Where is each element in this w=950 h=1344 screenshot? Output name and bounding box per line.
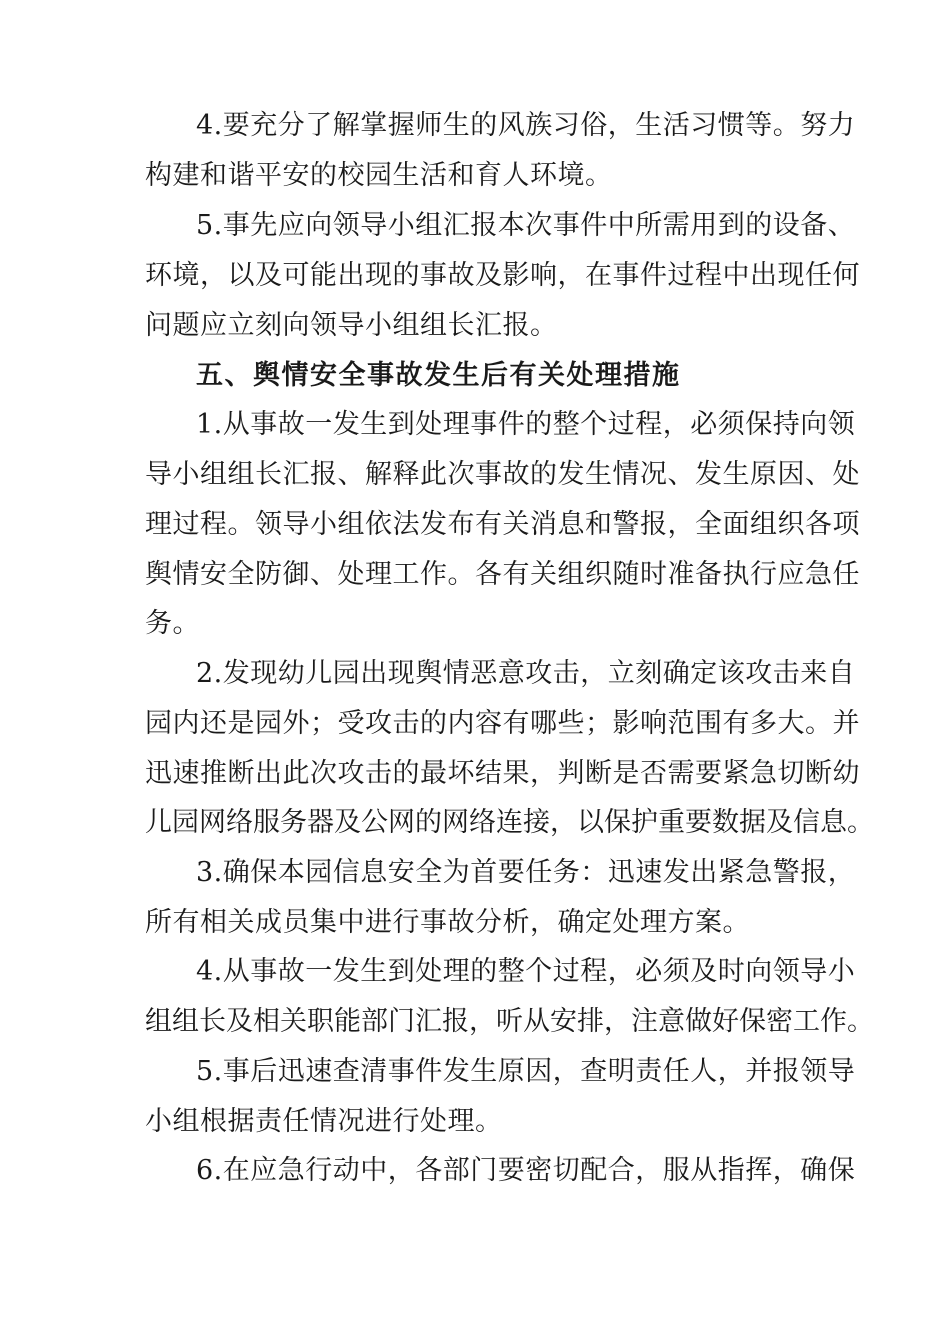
paragraph-4-line-1: 4.要充分了解掌握师生的风族习俗，生活习惯等。努力 (196, 110, 856, 141)
item-6-line-1: 6.在应急行动中，各部门要密切配合，服从指挥，确保 (196, 1155, 856, 1186)
paragraph-5-line-3: 问题应立刻向领导小组组长汇报。 (145, 310, 558, 341)
item-3-line-1: 3.确保本园信息安全为首要任务：迅速发出紧急警报， (196, 857, 856, 888)
item-2-line-2: 园内还是园外；受攻击的内容有哪些；影响范围有多大。并 (145, 708, 860, 739)
item-1-line-5: 务。 (145, 608, 200, 639)
item-1-line-2: 导小组组长汇报、解释此次事故的发生情况、发生原因、处 (145, 459, 860, 490)
item-1-line-1: 1.从事故一发生到处理事件的整个过程，必须保持向领 (196, 409, 856, 440)
item-4-line-1: 4.从事故一发生到处理的整个过程，必须及时向领导小 (196, 956, 856, 987)
item-1-line-3: 理过程。领导小组依法发布有关消息和警报，全面组织各项 (145, 509, 860, 540)
paragraph-4-line-2: 构建和谐平安的校园生活和育人环境。 (145, 160, 613, 191)
item-2-line-3: 迅速推断出此次攻击的最坏结果，判断是否需要紧急切断幼 (145, 758, 860, 789)
paragraph-5-line-1: 5.事先应向领导小组汇报本次事件中所需用到的设备、 (196, 210, 856, 241)
item-1-line-4: 舆情安全防御、处理工作。各有关组织随时准备执行应急任 (145, 559, 860, 590)
item-5-line-2: 小组根据责任情况进行处理。 (145, 1106, 503, 1137)
item-2-line-4: 儿园网络服务器及公网的网络连接，以保护重要数据及信息。 (145, 807, 874, 838)
item-3-line-2: 所有相关成员集中进行事故分析，确定处理方案。 (145, 907, 750, 938)
item-5-line-1: 5.事后迅速查清事件发生原因，查明责任人，并报领导 (196, 1056, 856, 1087)
paragraph-5-line-2: 环境，以及可能出现的事故及影响，在事件过程中出现任何 (145, 260, 860, 291)
item-4-line-2: 组组长及相关职能部门汇报，听从安排，注意做好保密工作。 (145, 1006, 874, 1037)
item-2-line-1: 2.发现幼儿园出现舆情恶意攻击，立刻确定该攻击来自 (196, 658, 856, 689)
section-heading: 五、舆情安全事故发生后有关处理措施 (196, 360, 681, 391)
